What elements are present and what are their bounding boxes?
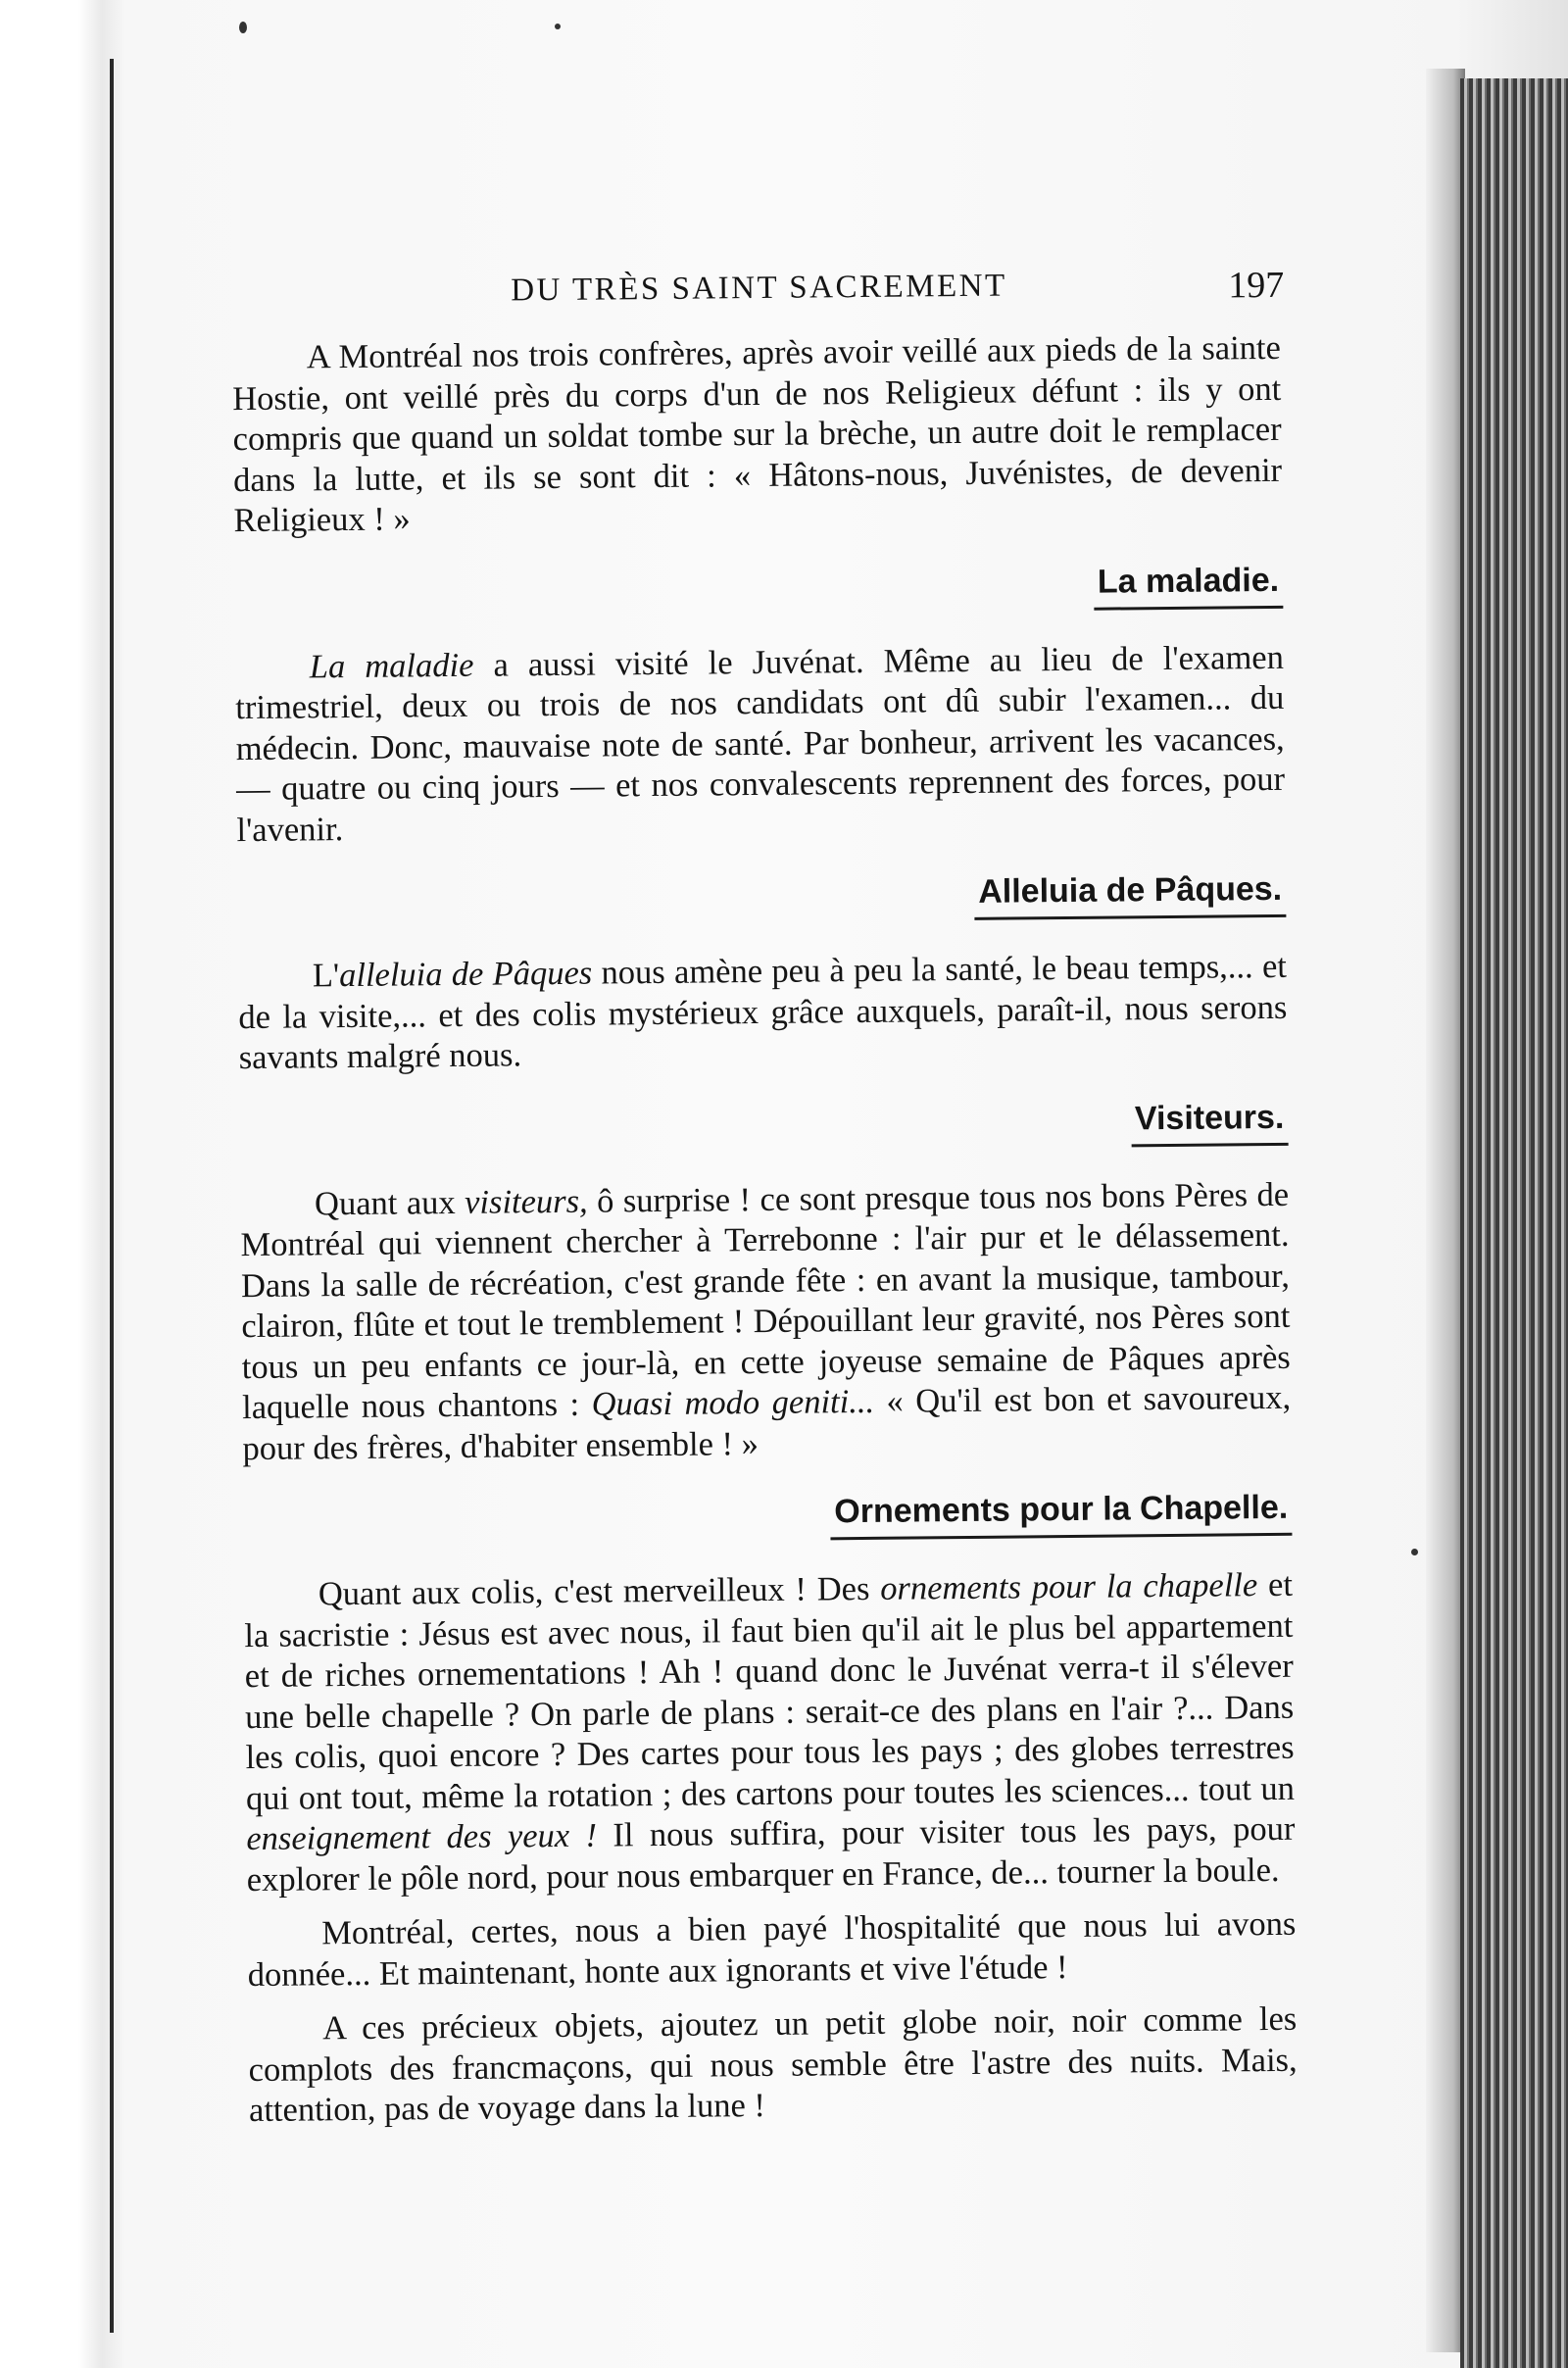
paragraph-maladie (235, 637, 1286, 851)
page-edge-shadow (1426, 69, 1465, 2352)
paragraph-text: Il nous suffira, pour visiter tous les pays, pour explorer le pôle nord, pour nous embarquer en France, de... tourner la boule. (246, 1809, 1296, 1899)
scan-speck (555, 24, 561, 29)
italic-term: enseignement des yeux ! (246, 1816, 598, 1858)
italic-term: visiteurs, (464, 1182, 588, 1221)
section-heading-visiteurs (239, 1098, 1288, 1155)
paragraph-text: ô surprise ! ce sont presque tous nos bons Pères de Montréal qui viennent chercher à Terrebonne : l'air pur et le délassement. Dans la salle de récréation, c'est grande fête : en avant la musique, tambour, clairon, flûte et tout le tremblement ! Dépouillant leur gravité, nos Pères sont tous un peu enfants ce jour-là, en cette joyeuse semaine de Pâques après laquelle nous chantons : (240, 1175, 1291, 1427)
section-heading-text: Visiteurs. (1131, 1098, 1289, 1147)
paragraph-ornements (244, 1565, 1296, 1900)
paragraph-prefix: L' (312, 957, 340, 995)
section-heading-text: Alleluia de Pâques. (974, 870, 1286, 920)
running-title: DU TRÈS SAINT SACREMENT (511, 268, 1007, 309)
paragraph-montreal: Montréal, certes, nous a bien payé l'hospitalité que nous lui avons donnée... Et maintenant, honte aux ignorants et vive l'étude ! (247, 1904, 1297, 1994)
italic-latin-quote: Quasi modo geniti... (591, 1382, 875, 1423)
paragraph-globe: A ces précieux objets, ajoutez un petit globe noir, noir comme les complots des francmaçons, qui nous semble être l'astre des nuits. Mais, attention, pas de voyage dans la lune ! (248, 1999, 1298, 2130)
section-heading-ornements (243, 1489, 1292, 1546)
section-heading-text: Ornements pour la Chapelle. (830, 1489, 1292, 1541)
scan-speck (1411, 1549, 1418, 1555)
scan-speck (239, 22, 247, 33)
paragraph-text: et la sacristie : Jésus est avec nous, il faut bien qu'il ait le plus bel appartement et de riches ornementations ! Ah ! quand donc le Juvénat verra-t il s'élever une belle chapelle ? On parle de plans : serait-ce des plans en l'air ?... Dans les colis, quoi encore ? Des cartes pour tous les pays ; des globes terrestres qui ont tout, même la rotation ; des cartons pour toutes les sciences... tout un (244, 1565, 1296, 1817)
paragraph-text: a aussi visité le Juvénat. Même au lieu de l'examen trimestriel, deux ou trois de nos candidats ont dû subir l'examen... du médecin. Donc, mauvaise note de santé. Par bonheur, arrivent les vacances, — quatre ou cinq jours — et nos convalescents reprennent des forces, pour l'avenir. (235, 638, 1286, 849)
italic-term: ornements pour la chapelle (880, 1566, 1258, 1607)
section-heading-maladie (234, 561, 1283, 617)
book-page (231, 260, 1298, 2132)
paragraph-visiteurs (240, 1174, 1292, 1469)
italic-term: La maladie (309, 646, 474, 685)
paragraph-text: nous amène peu à peu la santé, le beau temps,... et de la visite,... et des colis mystérieux grâce auxquels, paraît-il, nous serons savants malgré nous. (238, 947, 1288, 1077)
paragraph-prefix: Quant aux (314, 1183, 466, 1222)
page-number: 197 (1228, 264, 1285, 307)
intro-paragraph: A Montréal nos trois confrères, après avoir veillé aux pieds de la sainte Hostie, ont veillé près du corps d'un de nos Religieux défunt : ils y ont compris que quand un soldat tombe sur la brèche, un autre doit le remplacer dans la lutte, et ils se sont dit : « Hâtons-nous, Juvénistes, de devenir Religieux ! » (232, 328, 1283, 540)
section-heading-text: La maladie. (1094, 561, 1284, 610)
italic-term: alleluia de Pâques (338, 954, 593, 995)
section-heading-alleluia (237, 870, 1286, 927)
binding-gutter-line (110, 59, 114, 2333)
paragraph-prefix: Quant aux colis, c'est merveilleux ! Des (318, 1569, 881, 1613)
book-page-edges (1460, 78, 1568, 2368)
paragraph-alleluia (238, 947, 1288, 1079)
running-header (231, 260, 1285, 328)
paragraph-text: « Qu'il est bon et savoureux, pour des frères, d'habiter ensemble ! » (242, 1378, 1292, 1467)
